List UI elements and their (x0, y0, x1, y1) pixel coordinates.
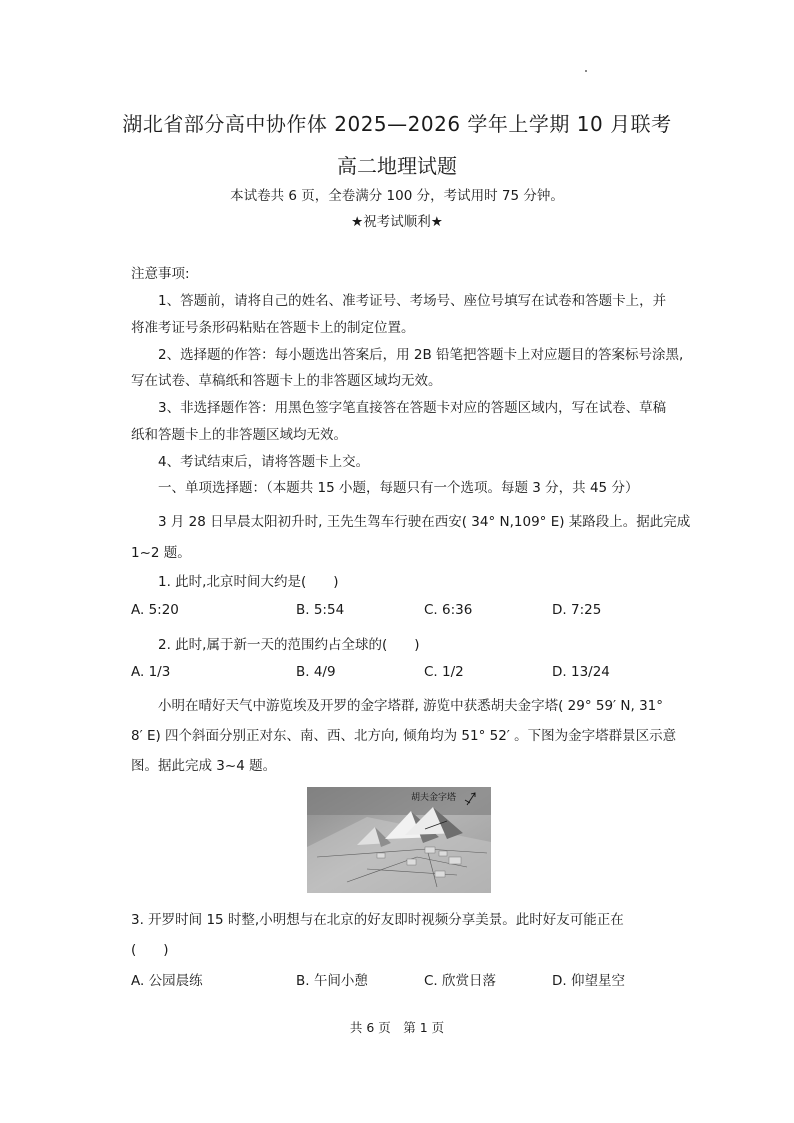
question-1-option-a[interactable]: A. 5:20 (131, 602, 179, 618)
note-3-line-2: 纸和答题卡上的非答题区域均无效。 (131, 427, 347, 443)
question-1-option-c[interactable]: C. 6:36 (424, 602, 473, 618)
exam-title: 湖北省部分高中协作体 2025—2026 学年上学期 10 月联考 (122, 112, 672, 136)
question-1-stem: 1. 此时,北京时间大约是( ) (158, 574, 339, 590)
notes-heading: 注意事项: (131, 266, 190, 282)
exam-wish: ★祝考试顺利★ (351, 214, 443, 230)
question-3-option-b[interactable]: B. 午间小憩 (296, 973, 368, 989)
passage-2-line-3: 图。据此完成 3~4 题。 (131, 758, 277, 774)
note-3-line-1: 3、非选择题作答：用黑色签字笔直接答在答题卡对应的答题区域内，写在试卷、草稿 (158, 400, 667, 416)
note-1-line-2: 将准考证号条形码粘贴在答题卡上的制定位置。 (131, 320, 415, 336)
question-3-option-c[interactable]: C. 欣赏日落 (424, 973, 497, 989)
passage-1-line-2: 1~2 题。 (131, 545, 191, 561)
stray-mark (585, 70, 587, 72)
question-1-option-b[interactable]: B. 5:54 (296, 602, 345, 618)
figure-khufu-label: 胡夫金字塔 (411, 793, 457, 803)
exam-meta: 本试卷共 6 页，全卷满分 100 分，考试用时 75 分钟。 (230, 188, 564, 204)
pyramid-scenic-area-figure (307, 787, 491, 893)
question-3-stem-line-2: ( ) (131, 942, 169, 958)
question-2-option-a[interactable]: A. 1/3 (131, 664, 171, 680)
passage-1-line-1: 3 月 28 日早晨太阳初升时, 王先生驾车行驶在西安( 34° N,109° E) 某路段上。据此完成 (158, 514, 691, 530)
question-1-option-d[interactable]: D. 7:25 (552, 602, 602, 618)
note-1-line-1: 1、答题前，请将自己的姓名、准考证号、考场号、座位号填写在试卷和答题卡上，并 (158, 293, 667, 309)
figure-sky-haze (307, 787, 491, 815)
passage-2-line-2: 8′ E) 四个斜面分别正对东、南、西、北方向, 倾角均为 51° 52′ 。下图为金字塔群景区示意 (131, 728, 677, 744)
note-2-line-2: 写在试卷、草稿纸和答题卡上的非答题区域均无效。 (131, 373, 442, 389)
question-3-option-a[interactable]: A. 公园晨练 (131, 973, 203, 989)
question-3-stem-line-1: 3. 开罗时间 15 时整,小明想与在北京的好友即时视频分享美景。此时好友可能正在 (131, 912, 624, 928)
note-2-line-1: 2、选择题的作答：每小题选出答案后，用 2B 铅笔把答题卡上对应题目的答案标号涂黑, (158, 347, 684, 363)
passage-2-line-1: 小明在晴好天气中游览埃及开罗的金字塔群, 游览中获悉胡夫金字塔( 29° 59′ N, 31° (158, 698, 664, 714)
exam-subtitle: 高二地理试题 (337, 154, 457, 178)
section-1-heading: 一、单项选择题：（本题共 15 小题，每题只有一个选项。每题 3 分，共 45 分） (158, 480, 639, 496)
question-2-option-d[interactable]: D. 13/24 (552, 664, 610, 680)
question-2-option-b[interactable]: B. 4/9 (296, 664, 336, 680)
question-2-stem: 2. 此时,属于新一天的范围约占全球的( ) (158, 637, 420, 653)
note-4: 4、考试结束后，请将答题卡上交。 (158, 454, 370, 470)
page-footer: 共 6 页 第 1 页 (349, 1020, 445, 1035)
question-2-option-c[interactable]: C. 1/2 (424, 664, 464, 680)
question-3-option-d[interactable]: D. 仰望星空 (552, 973, 625, 989)
